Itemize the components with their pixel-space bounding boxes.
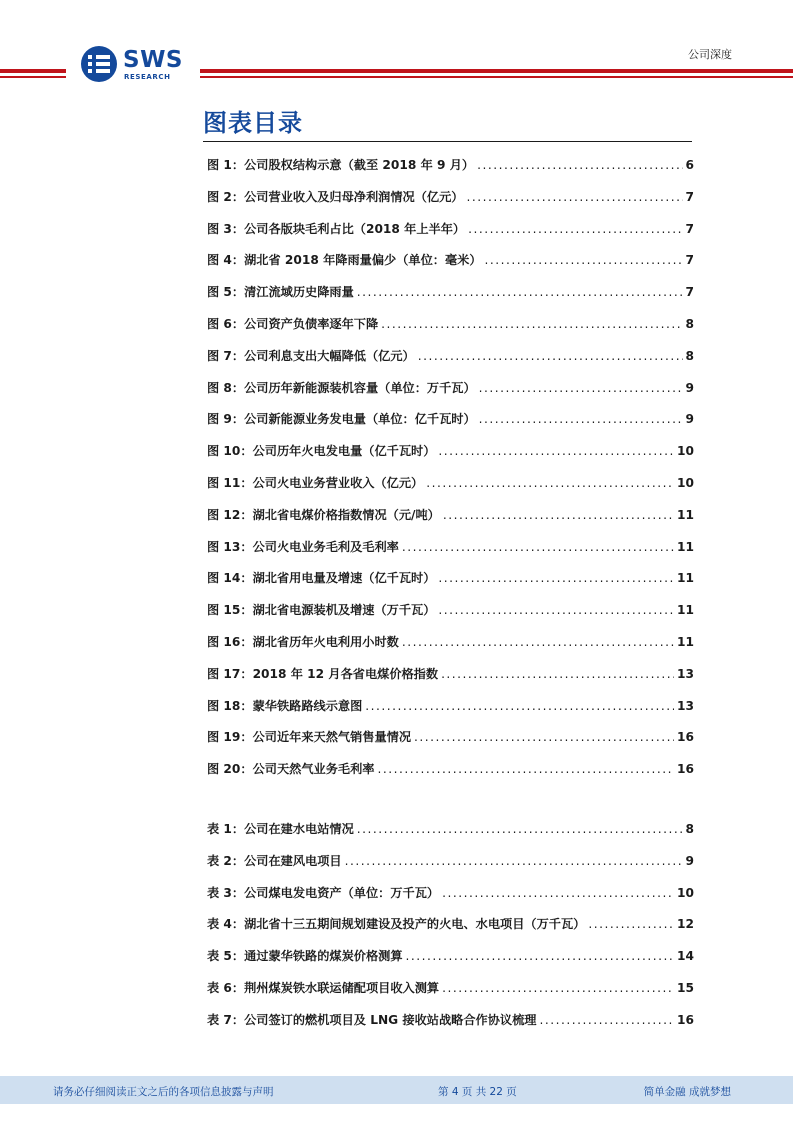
header-red-stripe-left: [0, 76, 66, 78]
figure-toc-entry[interactable]: [207, 601, 694, 633]
toc-leader-dots: [418, 349, 683, 363]
toc-entry-page: 7: [685, 189, 694, 204]
toc-leader-dots: [402, 540, 674, 554]
toc-entry-label: 表 6：荆州煤炭铁水联运储配项目收入测算: [207, 980, 440, 995]
toc-entry-page: 7: [685, 285, 694, 300]
figure-toc-entry[interactable]: [207, 283, 694, 315]
toc-entry-label: 图 7：公司利息支出大幅降低（亿元）: [207, 348, 415, 363]
table-toc-entry[interactable]: [207, 915, 694, 947]
figure-toc-entry[interactable]: [207, 251, 694, 283]
toc-entry-page: 7: [685, 253, 694, 268]
footer-page-info: 第 4 页 共 22 页: [438, 1086, 517, 1098]
toc-entry-page: 11: [677, 603, 694, 618]
table-toc-entry[interactable]: [207, 852, 694, 884]
figure-toc-entry[interactable]: [207, 728, 694, 760]
figure-toc-entry[interactable]: [207, 506, 694, 538]
toc-entry-page: 9: [685, 412, 694, 427]
toc-entry-label: 图 9：公司新能源业务发电量（单位：亿千瓦时）: [207, 412, 476, 427]
toc-entry-label: 表 3：公司煤电发电资产（单位：万千瓦）: [207, 885, 440, 900]
toc-entry-page: 7: [685, 221, 694, 236]
toc-entry-label: 图 20：公司天然气业务毛利率: [207, 762, 375, 777]
toc-entry-page: 12: [677, 917, 694, 932]
toc-leader-dots: [442, 886, 674, 900]
toc-leader-dots: [540, 1013, 675, 1027]
toc-entry-page: 10: [677, 885, 694, 900]
toc-entry-label: 表 7：公司签订的燃机项目及 LNG 接收站战略合作协议梳理: [207, 1012, 537, 1027]
figure-toc-entry[interactable]: [207, 760, 694, 792]
toc-entry-page: 11: [677, 539, 694, 554]
figure-toc-entry[interactable]: [207, 188, 694, 220]
toc-entry-page: 16: [677, 1012, 694, 1027]
logo-subtext: RESEARCH: [124, 73, 171, 81]
figure-toc-entry[interactable]: [207, 156, 694, 188]
toc-entry-label: 表 4：湖北省十三五期间规划建设及投产的火电、水电项目（万千瓦）: [207, 917, 586, 932]
toc-leader-dots: [468, 222, 682, 236]
figure-toc-entry[interactable]: [207, 474, 694, 506]
footer-bar: [0, 1076, 793, 1104]
toc-leader-dots: [466, 190, 682, 204]
toc-entry-page: 14: [677, 949, 694, 964]
toc-entry-label: 图 10：公司历年火电发电量（亿千瓦时）: [207, 444, 436, 459]
figure-toc-entry[interactable]: [207, 315, 694, 347]
toc-entry-page: 13: [677, 698, 694, 713]
sws-logo-icon: [80, 45, 118, 83]
toc-leader-dots: [381, 317, 682, 331]
toc-leader-dots: [479, 381, 683, 395]
toc-entry-label: 图 14：湖北省用电量及增速（亿千瓦时）: [207, 571, 436, 586]
toc-leader-dots: [345, 854, 683, 868]
figure-toc-entry[interactable]: [207, 379, 694, 411]
toc-leader-dots: [426, 476, 674, 490]
header-red-stripe-right: [200, 76, 793, 78]
figure-toc-entry[interactable]: [207, 633, 694, 665]
toc-entry-label: 图 2：公司营业收入及归母净利润情况（亿元）: [207, 189, 464, 204]
toc-leader-dots: [377, 762, 674, 776]
figure-toc-entry[interactable]: [207, 665, 694, 697]
toc-entry-label: 表 1：公司在建水电站情况: [207, 822, 354, 836]
toc-leader-dots: [442, 981, 674, 995]
toc-leader-dots: [443, 508, 674, 522]
header-red-bar-left: [0, 69, 66, 73]
toc-entry-label: 图 1：公司股权结构示意（截至 2018 年 9 月）: [207, 158, 475, 172]
table-toc-entry[interactable]: [207, 947, 694, 979]
toc-entry-label: 图 19：公司近年来天然气销售量情况: [207, 730, 412, 745]
figure-toc-entry[interactable]: [207, 697, 694, 729]
page-title: 图表目录: [203, 109, 303, 137]
toc-leader-dots: [441, 667, 674, 681]
toc-entry-label: 图 16：湖北省历年火电利用小时数: [207, 634, 399, 649]
toc-entry-label: 表 2：公司在建风电项目: [207, 853, 342, 868]
toc-leader-dots: [438, 444, 674, 458]
toc-entry-label: 图 11：公司火电业务营业收入（亿元）: [207, 475, 424, 490]
toc-entry-page: 15: [677, 980, 694, 995]
toc-leader-dots: [438, 603, 674, 617]
toc-leader-dots: [365, 699, 674, 713]
toc-leader-dots: [414, 730, 674, 744]
toc-leader-dots: [357, 822, 683, 836]
figure-toc-entry[interactable]: [207, 442, 694, 474]
toc-leader-dots: [406, 949, 674, 963]
table-toc-entry[interactable]: [207, 979, 694, 1011]
toc-entry-page: 16: [677, 730, 694, 745]
toc-entry-page: 13: [677, 666, 694, 681]
toc-entry-page: 11: [677, 571, 694, 586]
figure-toc-entry[interactable]: [207, 347, 694, 379]
figure-toc-entry[interactable]: [207, 538, 694, 570]
figure-toc-entry[interactable]: [207, 569, 694, 601]
toc-leader-dots: [438, 571, 674, 585]
toc-entry-page: 8: [685, 822, 694, 836]
table-toc-entry[interactable]: [207, 884, 694, 916]
toc-leader-dots: [357, 285, 683, 299]
title-underline: [203, 141, 692, 142]
toc-entry-page: 9: [685, 380, 694, 395]
toc-entry-label: 图 6：公司资产负债率逐年下降: [207, 316, 379, 331]
toc-entry-page: 10: [677, 444, 694, 459]
toc-entry-page: 8: [685, 316, 694, 331]
table-toc-entry[interactable]: [207, 820, 694, 852]
toc-entry-page: 11: [677, 634, 694, 649]
toc-leader-dots: [402, 635, 674, 649]
toc-leader-dots: [588, 917, 674, 931]
toc-entry-label: 图 18：蒙华铁路路线示意图: [207, 698, 363, 713]
toc-leader-dots: [485, 253, 683, 267]
table-toc-entry[interactable]: [207, 1011, 694, 1043]
toc-entry-page: 9: [685, 853, 694, 868]
header-red-bar-right: [200, 69, 793, 73]
toc-leader-dots: [479, 412, 683, 426]
toc-entry-label: 表 5：通过蒙华铁路的煤炭价格测算: [207, 949, 403, 964]
table-list: [207, 820, 694, 1043]
sws-logo: [80, 45, 190, 89]
toc-entry-label: 图 12：湖北省电煤价格指数情况（元/吨）: [207, 507, 440, 522]
figure-toc-entry[interactable]: [207, 220, 694, 252]
toc-entry-page: 6: [685, 158, 694, 172]
toc-entry-label: 图 5：清江流域历史降雨量: [207, 285, 354, 300]
toc-entry-label: 图 4：湖北省 2018 年降雨量偏少（单位：毫米）: [207, 253, 482, 268]
footer-slogan: 简单金融 成就梦想: [643, 1086, 731, 1098]
toc-leader-dots: [477, 158, 682, 172]
toc-entry-label: 图 15：湖北省电源装机及增速（万千瓦）: [207, 603, 436, 618]
toc-entry-label: 图 8：公司历年新能源装机容量（单位：万千瓦）: [207, 380, 476, 395]
figure-toc-entry[interactable]: [207, 410, 694, 442]
toc-entry-page: 8: [685, 348, 694, 363]
toc-entry-page: 11: [677, 507, 694, 522]
toc-entry-page: 16: [677, 762, 694, 777]
toc-entry-label: 图 3：公司各版块毛利占比（2018 年上半年）: [207, 221, 466, 236]
toc-entry-label: 图 17：2018 年 12 月各省电煤价格指数: [207, 666, 439, 681]
toc-entry-label: 图 13：公司火电业务毛利及毛利率: [207, 539, 399, 554]
logo-wordmark: SWS: [123, 47, 183, 73]
figure-list: [207, 156, 694, 792]
document-type: 公司深度: [688, 48, 732, 61]
footer-disclaimer: 请务必仔细阅读正文之后的各项信息披露与声明: [53, 1086, 274, 1098]
toc-entry-page: 10: [677, 475, 694, 490]
